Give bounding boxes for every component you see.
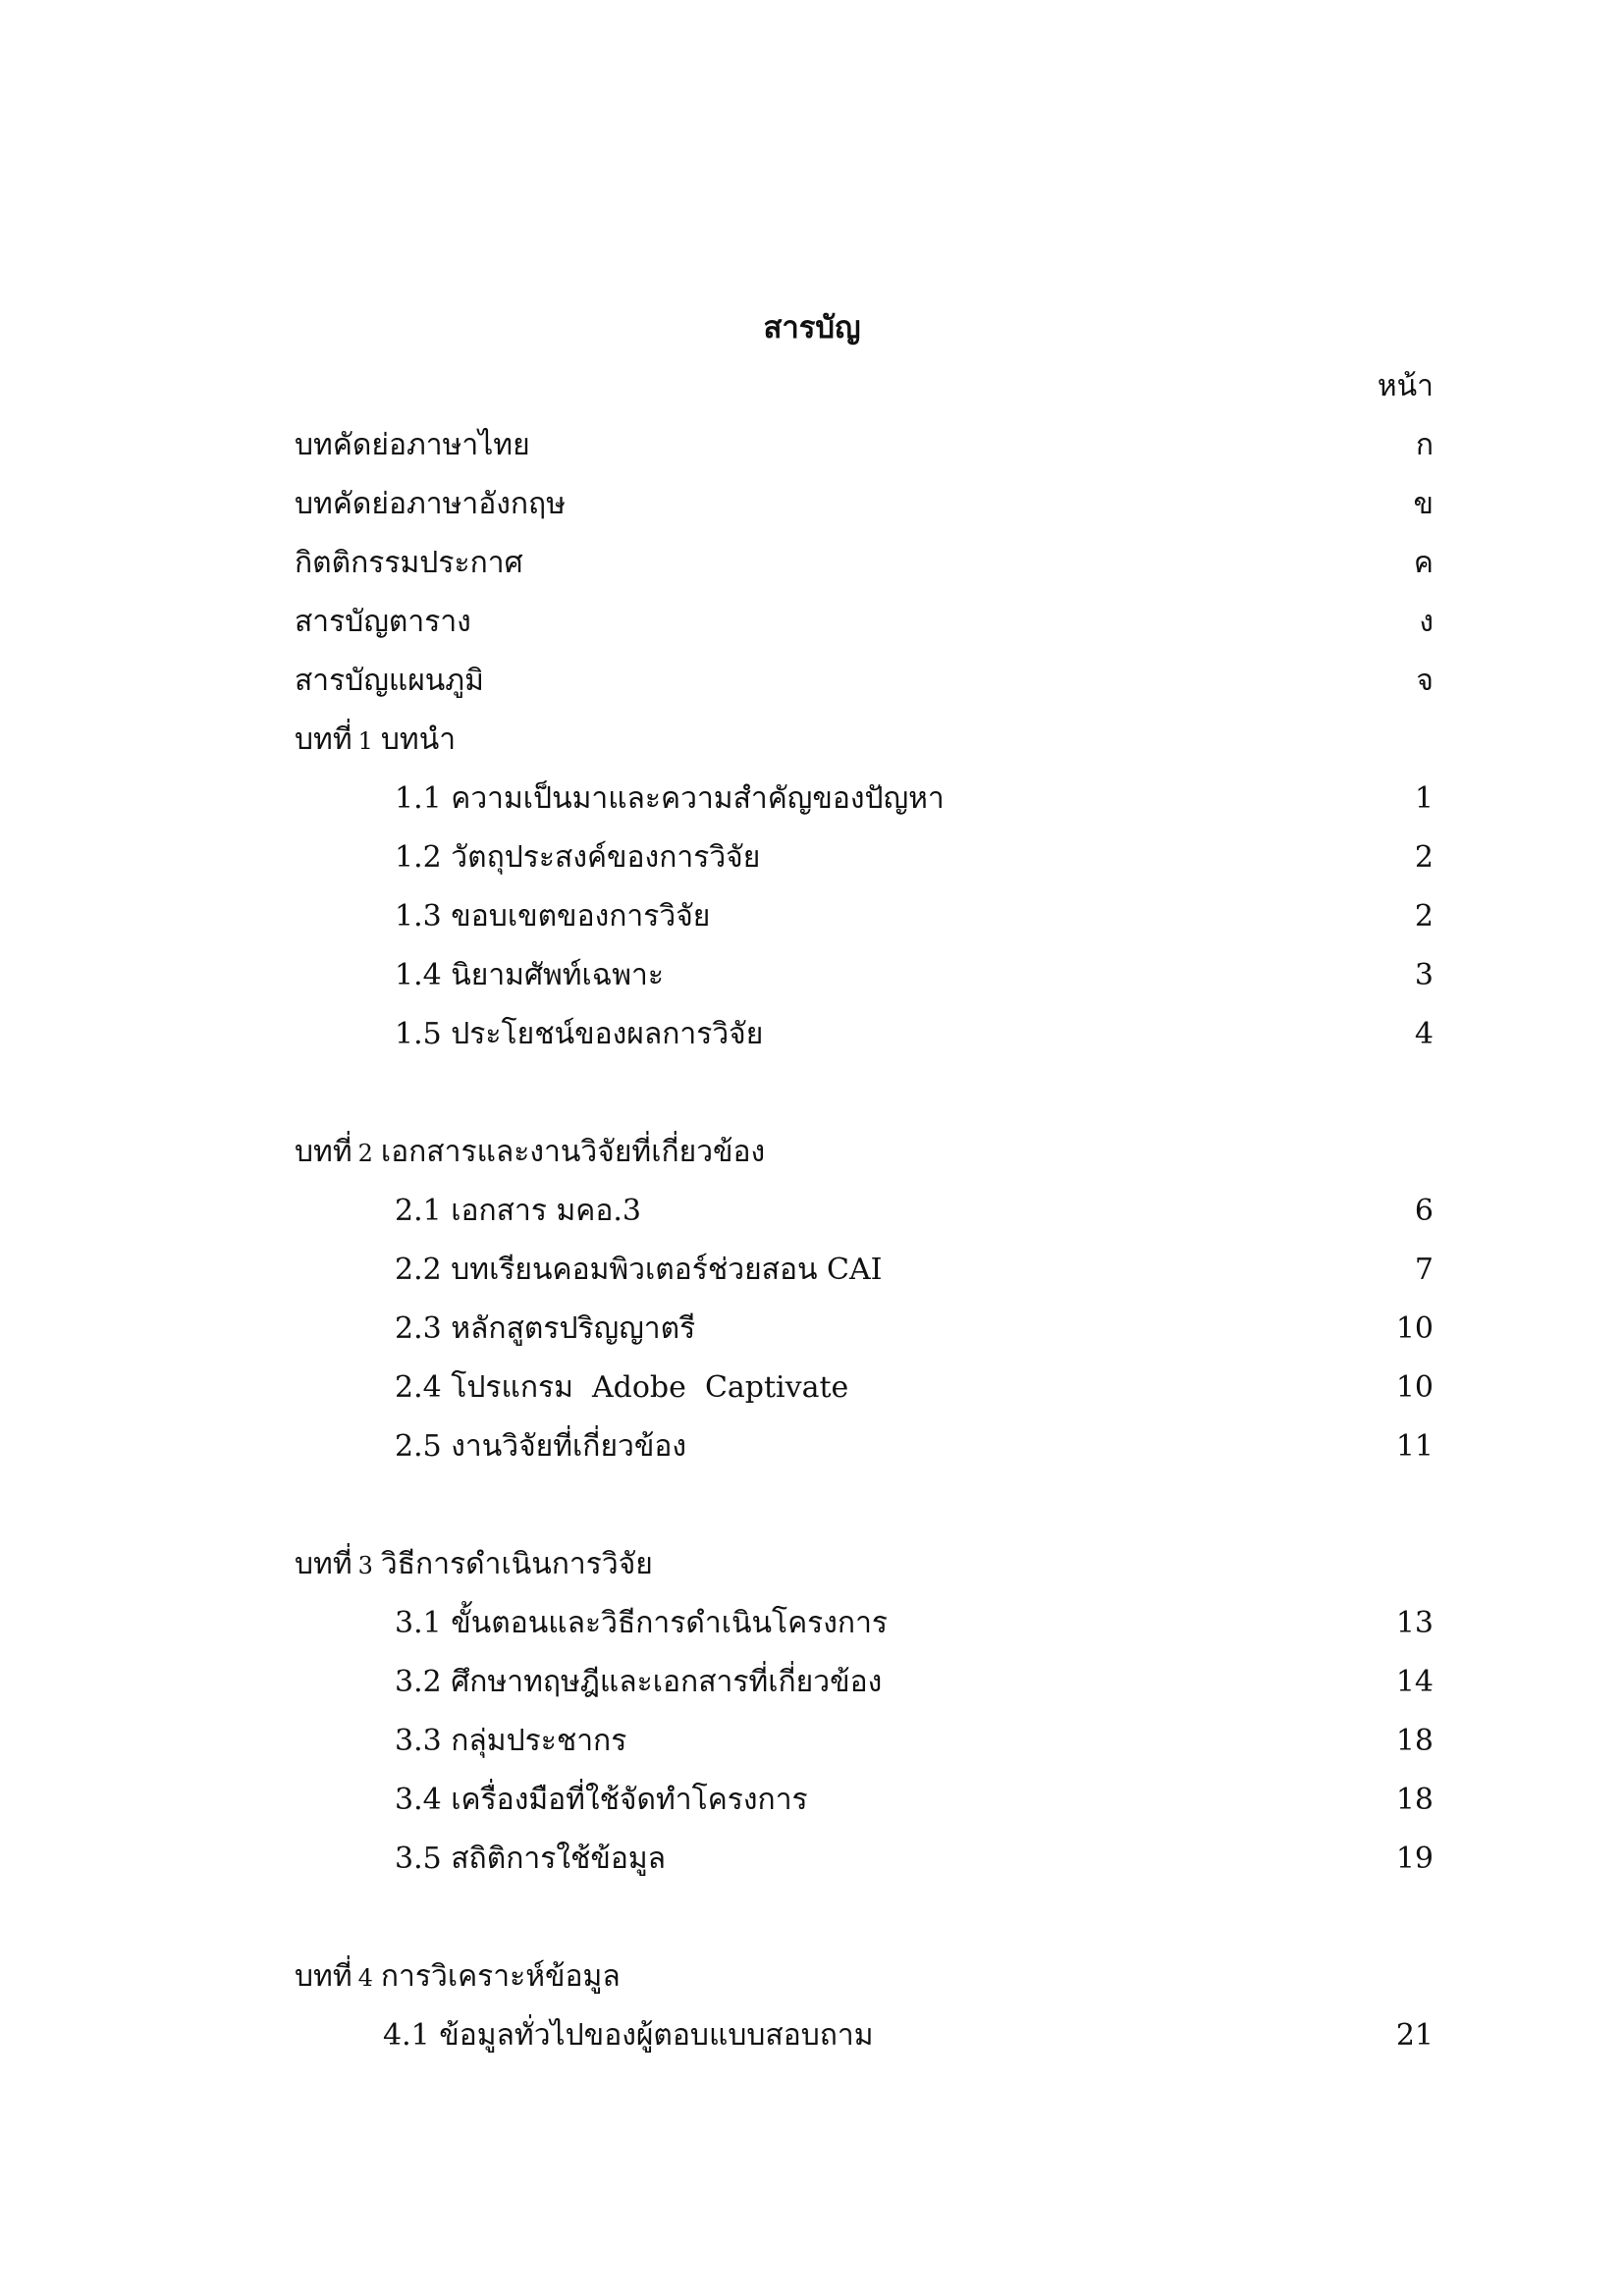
toc-section-page: 10 bbox=[1395, 1370, 1434, 1405]
toc-section-entry bbox=[0, 1423, 1624, 1470]
toc-section-page: 4 bbox=[1414, 1017, 1434, 1051]
chapter-heading bbox=[0, 1953, 1624, 2001]
toc-entry-label: บทคัดย่อภาษาอังกฤษ bbox=[295, 487, 566, 521]
chapter-heading bbox=[0, 1129, 1624, 1176]
page-column-header: หน้า bbox=[1377, 369, 1434, 403]
toc-entry-label: สารบัญตาราง bbox=[295, 605, 471, 639]
chapter-heading-text bbox=[295, 1953, 621, 2002]
chapter-number: 4 bbox=[357, 1964, 373, 1992]
toc-section-label: 3.1 ขั้นตอนและวิธีการดำเนินโครงการ bbox=[395, 1606, 889, 1640]
toc-section-entry bbox=[0, 893, 1624, 940]
toc-section-page: 18 bbox=[1395, 1724, 1434, 1758]
toc-section-entry bbox=[0, 1718, 1624, 1765]
toc-entry-page: ก bbox=[1415, 428, 1434, 462]
toc-section-entry bbox=[0, 952, 1624, 999]
toc-section-entry bbox=[0, 1659, 1624, 1706]
toc-section-label: 1.4 นิยามศัพท์เฉพาะ bbox=[395, 958, 664, 992]
chapter-heading-text bbox=[295, 1129, 765, 1177]
toc-section-entry bbox=[0, 834, 1624, 881]
toc-entry-page: ข bbox=[1413, 487, 1434, 521]
toc-section-page: 2 bbox=[1414, 899, 1434, 934]
chapter-prefix: บทที่ bbox=[295, 722, 352, 757]
chapter-prefix: บทที่ bbox=[295, 1135, 352, 1169]
chapter-number: 3 bbox=[357, 1552, 373, 1579]
toc-section-label: 1.2 วัตถุประสงค์ของการวิจัย bbox=[395, 840, 761, 875]
toc-section-label: 3.2 ศึกษาทฤษฎีและเอกสารที่เกี่ยวข้อง bbox=[395, 1665, 883, 1699]
chapter-number: 2 bbox=[357, 1140, 373, 1167]
toc-section-page: 13 bbox=[1395, 1606, 1434, 1640]
chapter-prefix: บทที่ bbox=[295, 1547, 352, 1581]
toc-entry-page: จ bbox=[1416, 664, 1434, 698]
toc-section-label: 1.3 ขอบเขตของการวิจัย bbox=[395, 899, 711, 934]
toc-section-page: 21 bbox=[1395, 2018, 1434, 2053]
toc-entry-label: สารบัญแผนภูมิ bbox=[295, 664, 484, 698]
toc-entry-label: บทคัดย่อภาษาไทย bbox=[295, 428, 530, 462]
toc-section-label: 4.1 ข้อมูลทั่วไปของผู้ตอบแบบสอบถาม bbox=[383, 2018, 874, 2053]
toc-entry-label: กิตติกรรมประกาศ bbox=[295, 546, 523, 580]
toc-entry bbox=[0, 658, 1624, 705]
toc-section-page: 19 bbox=[1395, 1842, 1434, 1876]
chapter-name: วิธีการดำเนินการวิจัย bbox=[380, 1547, 653, 1581]
toc-section-entry bbox=[0, 1364, 1624, 1412]
toc-section-page: 18 bbox=[1395, 1783, 1434, 1817]
toc-section-label: 1.5 ประโยชน์ของผลการวิจัย bbox=[395, 1017, 764, 1051]
toc-section-page: 6 bbox=[1414, 1194, 1434, 1228]
toc-section-entry bbox=[0, 1600, 1624, 1647]
toc-section-label: 1.1 ความเป็นมาและความสำคัญของปัญหา bbox=[395, 781, 945, 816]
toc-entry bbox=[0, 481, 1624, 528]
chapter-prefix: บทที่ bbox=[295, 1959, 352, 1994]
chapter-name: เอกสารและงานวิจัยที่เกี่ยวข้อง bbox=[380, 1135, 766, 1169]
toc-section-entry bbox=[0, 2012, 1624, 2059]
chapter-heading-text bbox=[295, 1541, 653, 1589]
chapter-number: 1 bbox=[357, 727, 373, 755]
chapter-heading bbox=[0, 717, 1624, 764]
toc-section-page: 2 bbox=[1414, 840, 1434, 875]
toc-section-entry bbox=[0, 1011, 1624, 1058]
toc-entry bbox=[0, 422, 1624, 469]
toc-section-page: 7 bbox=[1414, 1253, 1434, 1287]
toc-section-label: 2.1 เอกสาร มคอ.3 bbox=[395, 1194, 641, 1228]
toc-section-entry bbox=[0, 1247, 1624, 1294]
toc-section-page: 11 bbox=[1395, 1429, 1434, 1464]
toc-section-label: 2.5 งานวิจัยที่เกี่ยวข้อง bbox=[395, 1429, 687, 1464]
toc-entry-page: ง bbox=[1419, 605, 1434, 639]
chapter-name: บทนำ bbox=[380, 722, 457, 757]
toc-section-label: 2.3 หลักสูตรปริญญาตรี bbox=[395, 1311, 696, 1346]
toc-section-page: 10 bbox=[1395, 1311, 1434, 1346]
toc-section-label: 3.5 สถิติการใช้ข้อมูล bbox=[395, 1842, 667, 1876]
toc-section-page: 3 bbox=[1414, 958, 1434, 992]
toc-section-entry bbox=[0, 1777, 1624, 1824]
chapter-heading-text bbox=[295, 717, 456, 765]
toc-section-page: 1 bbox=[1414, 781, 1434, 816]
toc-section-entry bbox=[0, 1836, 1624, 1883]
toc-entry bbox=[0, 540, 1624, 587]
toc-entry-page: ค bbox=[1413, 546, 1434, 580]
toc-section-entry bbox=[0, 775, 1624, 823]
toc-section-label: 2.4 โปรแกรม Adobe Captivate bbox=[395, 1370, 849, 1405]
toc-section-label: 2.2 บทเรียนคอมพิวเตอร์ช่วยสอน CAI bbox=[395, 1253, 883, 1287]
toc-entry bbox=[0, 599, 1624, 646]
toc-section-entry bbox=[0, 1306, 1624, 1353]
toc-section-label: 3.4 เครื่องมือที่ใช้จัดทำโครงการ bbox=[395, 1783, 808, 1817]
toc-section-page: 14 bbox=[1395, 1665, 1434, 1699]
chapter-heading bbox=[0, 1541, 1624, 1588]
chapter-name: การวิเคราะห์ข้อมูล bbox=[380, 1959, 621, 1994]
toc-section-entry bbox=[0, 1188, 1624, 1235]
toc-section-label: 3.3 กลุ่มประชากร bbox=[395, 1724, 627, 1758]
toc-title: สารบัญ bbox=[763, 310, 861, 346]
